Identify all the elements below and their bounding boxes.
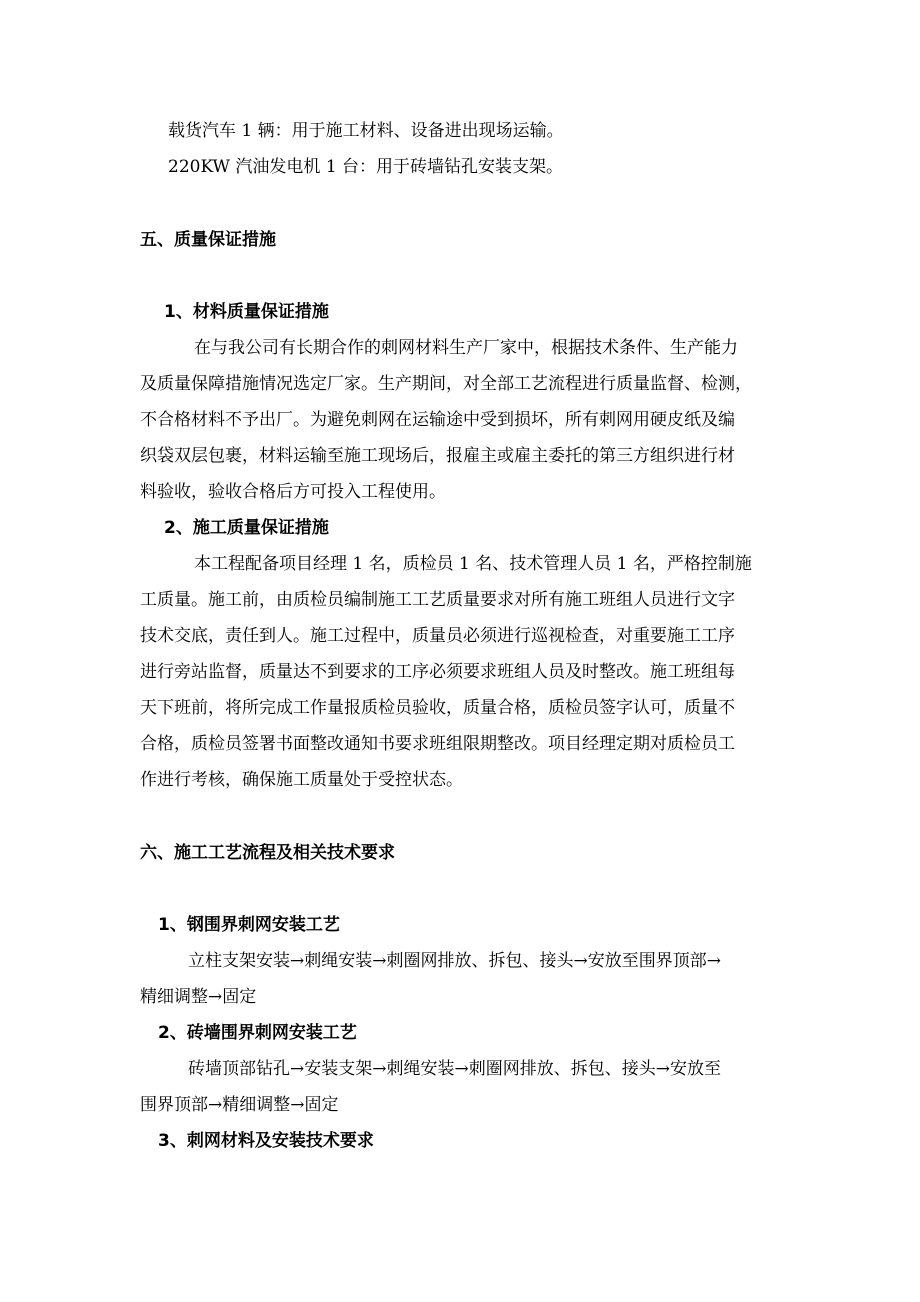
- section-6-1-heading: 1、钢围界刺网安装工艺: [158, 915, 340, 935]
- section-5-1-line-4: 织袋双层包裹，材料运输至施工现场后，报雇主或雇主委托的第三方组织进行材: [140, 446, 735, 466]
- section-5-2-line-4: 进行旁站监督，质量达不到要求的工序必须要求班组人员及时整改。施工班组每: [140, 662, 735, 682]
- section-6-1-line-1: 立柱支架安装→刺绳安装→刺圈网排放、拆包、接头→安放至围界顶部→: [188, 951, 721, 971]
- section-5-2-line-2: 工质量。施工前，由质检员编制施工工艺质量要求对所有施工班组人员进行文字: [140, 590, 735, 610]
- section-5-1-line-1: 在与我公司有长期合作的刺网材料生产厂家中，根据技术条件、生产能力: [194, 338, 738, 358]
- section-5-heading: 五、质量保证措施: [140, 230, 276, 250]
- section-5-1-line-5: 料验收，验收合格后方可投入工程使用。: [140, 482, 446, 502]
- section-5-2-line-3: 技术交底，责任到人。施工过程中，质量员必须进行巡视检查，对重要施工工序: [140, 626, 735, 646]
- section-5-2-heading: 2、施工质量保证措施: [164, 518, 329, 538]
- section-6-heading: 六、施工工艺流程及相关技术要求: [140, 843, 395, 863]
- section-6-3-heading: 3、刺网材料及安装技术要求: [158, 1131, 374, 1151]
- section-5-1-line-2: 及质量保障措施情况选定厂家。生产期间，对全部工艺流程进行质量监督、检测，: [140, 374, 752, 394]
- section-5-2-line-6: 合格，质检员签署书面整改通知书要求班组限期整改。项目经理定期对质检员工: [140, 734, 735, 754]
- intro-line-1: 载货汽车 1 辆：用于施工材料、设备进出现场运输。: [168, 121, 564, 141]
- section-5-2-line-1: 本工程配备项目经理 1 名，质检员 1 名、技术管理人员 1 名，严格控制施: [194, 554, 752, 574]
- section-5-1-heading: 1、材料质量保证措施: [164, 302, 329, 322]
- section-6-2-line-2: 围界顶部→精细调整→固定: [140, 1095, 339, 1115]
- section-5-2-line-5: 天下班前，将所完成工作量报质检员验收，质量合格，质检员签字认可，质量不: [140, 698, 735, 718]
- section-5-2-line-7: 作进行考核，确保施工质量处于受控状态。: [140, 770, 463, 790]
- section-5-1-line-3: 不合格材料不予出厂。为避免刺网在运输途中受到损坏，所有刺网用硬皮纸及编: [140, 410, 735, 430]
- intro-line-2: 220KW 汽油发电机 1 台：用于砖墙钻孔安装支架。: [168, 157, 564, 177]
- section-6-2-line-1: 砖墙顶部钻孔→安装支架→刺绳安装→刺圈网排放、拆包、接头→安放至: [188, 1059, 721, 1079]
- section-6-2-heading: 2、砖墙围界刺网安装工艺: [158, 1023, 357, 1043]
- section-6-1-line-2: 精细调整→固定: [140, 987, 257, 1007]
